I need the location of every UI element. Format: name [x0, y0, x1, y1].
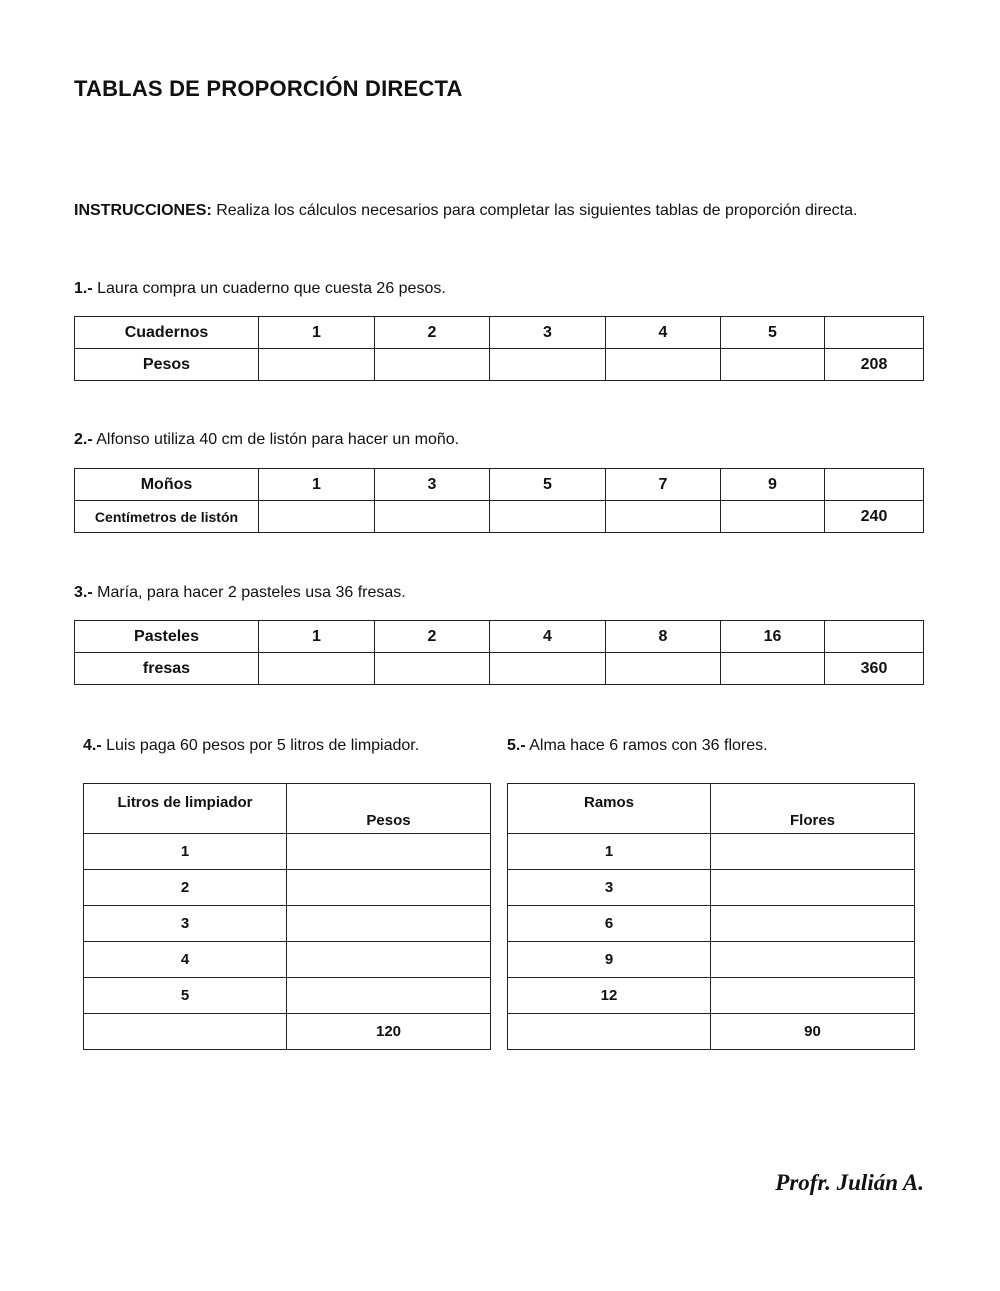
problem-4-text: Luis paga 60 pesos por 5 litros de limpiador.: [101, 737, 420, 754]
table-row: [84, 978, 491, 1014]
table-cell: 2: [84, 870, 287, 906]
table-header-cell: Pesos: [287, 784, 491, 834]
table-row: [508, 942, 915, 978]
table-cell: 5: [84, 978, 287, 1014]
table-row: [75, 501, 924, 533]
instructions-label: INSTRUCCIONES:: [74, 202, 212, 219]
table-cell: 360: [825, 653, 924, 685]
table-row: [508, 906, 915, 942]
problem-5-statement: [507, 737, 768, 755]
problem-2-text: Alfonso utiliza 40 cm de listón para hacer un moño.: [92, 431, 460, 448]
problem-1-number: 1.-: [74, 280, 93, 297]
table-cell: 6: [508, 906, 711, 942]
table-cell: 7: [606, 469, 721, 501]
table-row: [75, 469, 924, 501]
table-cell-blank[interactable]: [259, 653, 375, 685]
author-signature: Profr. Julián A.: [775, 1170, 924, 1195]
problem-5-table: [507, 783, 915, 1050]
table-cell: 3: [508, 870, 711, 906]
table-cell-blank[interactable]: [287, 978, 491, 1014]
table-cell-blank[interactable]: [711, 942, 915, 978]
table-header-cell: Flores: [711, 784, 915, 834]
table-header-cell: Pasteles: [75, 621, 259, 653]
table-cell: 3: [84, 906, 287, 942]
table-cell: 3: [375, 469, 490, 501]
table-cell-blank[interactable]: [287, 834, 491, 870]
table-row: [84, 784, 491, 834]
table-cell-blank[interactable]: [606, 349, 721, 381]
table-cell-blank[interactable]: [287, 870, 491, 906]
table-row: [75, 653, 924, 685]
table-cell: 1: [259, 469, 375, 501]
problem-1-text: Laura compra un cuaderno que cuesta 26 pesos.: [92, 280, 446, 297]
table-cell: 8: [606, 621, 721, 653]
table-cell: 2: [375, 621, 490, 653]
table-cell: 208: [825, 349, 924, 381]
table-cell: 4: [84, 942, 287, 978]
table-row: [508, 834, 915, 870]
problem-1-statement: [74, 280, 446, 298]
instructions: [74, 202, 857, 220]
table-row: [84, 1014, 491, 1050]
table-cell: 5: [721, 317, 825, 349]
table-cell-blank[interactable]: [606, 653, 721, 685]
table-header-cell: Ramos: [508, 784, 711, 834]
table-cell: 5: [490, 469, 606, 501]
table-cell: 3: [490, 317, 606, 349]
table-cell: 240: [825, 501, 924, 533]
table-header-cell: Centímetros de listón: [75, 501, 259, 533]
table-cell-blank[interactable]: [508, 1014, 711, 1050]
table-cell-blank[interactable]: [711, 834, 915, 870]
problem-3-text: María, para hacer 2 pasteles usa 36 fresas.: [92, 584, 406, 601]
table-row: [84, 906, 491, 942]
table-cell: 90: [711, 1014, 915, 1050]
table-cell-blank[interactable]: [375, 349, 490, 381]
table-cell-blank[interactable]: [287, 906, 491, 942]
table-cell-blank[interactable]: [825, 469, 924, 501]
table-cell-blank[interactable]: [721, 501, 825, 533]
table-row: [75, 349, 924, 381]
table-row: [508, 1014, 915, 1050]
problem-2-number: 2.-: [74, 431, 93, 448]
table-cell-blank[interactable]: [825, 317, 924, 349]
table-cell-blank[interactable]: [490, 349, 606, 381]
problem-2-statement: [74, 431, 459, 449]
table-cell-blank[interactable]: [711, 906, 915, 942]
table-cell: 1: [508, 834, 711, 870]
table-cell-blank[interactable]: [490, 653, 606, 685]
problem-4-table: [83, 783, 491, 1050]
table-cell: 12: [508, 978, 711, 1014]
problem-5-number: 5.-: [507, 737, 526, 754]
table-header-cell: Pesos: [75, 349, 259, 381]
table-cell: 4: [606, 317, 721, 349]
problem-1-table: [74, 316, 924, 381]
table-header-cell: Moños: [75, 469, 259, 501]
table-cell: 1: [84, 834, 287, 870]
table-cell-blank[interactable]: [375, 653, 490, 685]
problem-2-table: [74, 468, 924, 533]
table-cell-blank[interactable]: [84, 1014, 287, 1050]
problem-3-number: 3.-: [74, 584, 93, 601]
problem-5-text: Alma hace 6 ramos con 36 flores.: [525, 737, 768, 754]
table-cell-blank[interactable]: [721, 653, 825, 685]
table-row: [75, 621, 924, 653]
table-row: [508, 784, 915, 834]
problem-4-number: 4.-: [83, 737, 102, 754]
table-cell-blank[interactable]: [711, 870, 915, 906]
table-cell: 1: [259, 621, 375, 653]
table-row: [84, 870, 491, 906]
table-cell-blank[interactable]: [259, 501, 375, 533]
table-header-cell: Cuadernos: [75, 317, 259, 349]
table-cell: 120: [287, 1014, 491, 1050]
problem-4-statement: [83, 737, 419, 755]
table-row: [508, 978, 915, 1014]
table-cell: 16: [721, 621, 825, 653]
table-header-cell: fresas: [75, 653, 259, 685]
table-cell: 4: [490, 621, 606, 653]
table-cell: 2: [375, 317, 490, 349]
table-cell-blank[interactable]: [606, 501, 721, 533]
table-cell-blank[interactable]: [287, 942, 491, 978]
table-row: [84, 834, 491, 870]
table-cell: 9: [508, 942, 711, 978]
problem-3-table: [74, 620, 924, 685]
table-header-cell: Litros de limpiador: [84, 784, 287, 834]
table-cell-blank[interactable]: [711, 978, 915, 1014]
table-cell: 1: [259, 317, 375, 349]
table-row: [75, 317, 924, 349]
table-cell-blank[interactable]: [825, 621, 924, 653]
table-cell-blank[interactable]: [259, 349, 375, 381]
table-cell-blank[interactable]: [721, 349, 825, 381]
table-cell-blank[interactable]: [490, 501, 606, 533]
instructions-text: Realiza los cálculos necesarios para completar las siguientes tablas de proporción directa.: [211, 202, 858, 219]
problem-3-statement: [74, 584, 406, 602]
table-cell: 9: [721, 469, 825, 501]
table-row: [84, 942, 491, 978]
table-cell-blank[interactable]: [375, 501, 490, 533]
table-row: [508, 870, 915, 906]
page-title: TABLAS DE PROPORCIÓN DIRECTA: [74, 76, 463, 101]
